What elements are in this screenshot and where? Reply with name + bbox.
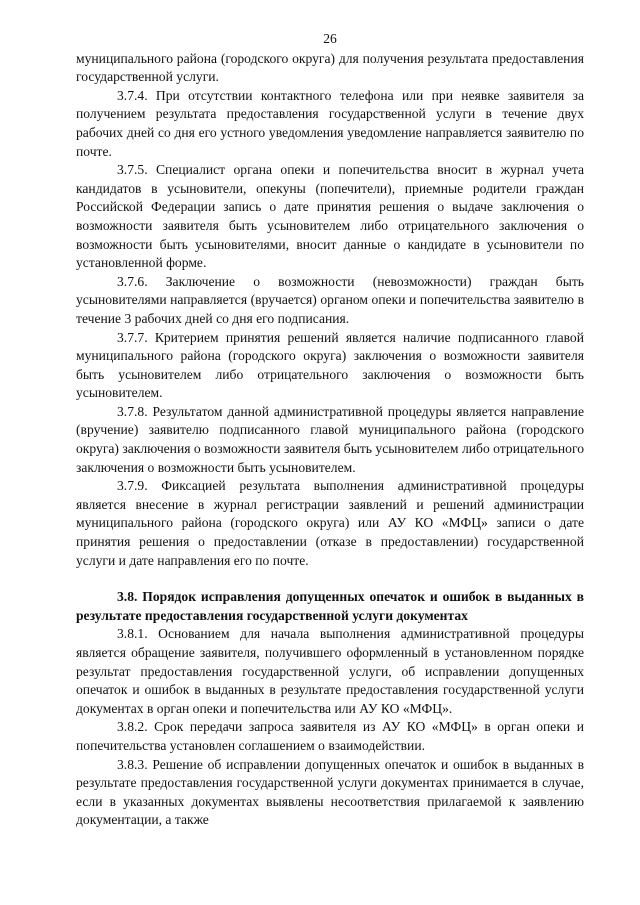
paragraph-3-8-3: 3.8.3. Решение об исправлении допущенных опечаток и ошибок в выданных в результате предоставления государственной услуги документах принимается в случае, если в указанных документах выявлены несоответствия прилагаемой к заявлению документации, а также [76,756,584,828]
paragraph-3-8-1: 3.8.1. Основанием для начала выполнения административной процедуры является обращение заявителя, получившего оформленный в установленном порядке результат предоставления государственной услуги, об исправлении допущенных опечаток и ошибок в выданных в результате предоставления государственной услуги документах в орган опеки и попечительства или АУ КО «МФЦ». [76,626,584,716]
paragraph-3-8-2: 3.8.2. Срок передачи запроса заявителя из АУ КО «МФЦ» в орган опеки и попечительства установлен соглашением о взаимодействии. [76,719,584,753]
paragraphs-after-section [76,625,584,830]
paragraphs-before-section [76,50,584,571]
paragraph-continuation: муниципального района (городского округа) для получения результата предоставления государственной услуги. [76,50,584,85]
paragraph-3-7-7: 3.7.7. Критерием принятия решений является наличие подписанного главой муниципального района (городского округа) заключения о возможности заявителя быть усыновителем либо отрицательного заключения о возможности быть усыновителем. [76,329,584,401]
paragraph-3-7-5: 3.7.5. Специалист органа опеки и попечительства вносит в журнал учета кандидатов в усыновители, опекуны (попечители), приемные родители граждан Российской Федерации запись о дате принятия решения о выдаче заключения о возможности заявителя быть усыновителем либо отрицательного заключения о возможности быть усыновителями, вносит данные о кандидате в усыновители по установленной форме. [76,162,584,271]
paragraph-3-7-9: 3.7.9. Фиксацией результата выполнения административной процедуры является внесение в журнал регистрации заявлений и решений администрации муниципального района (городского округа) или АУ КО «МФЦ» записи о дате принятия решения о предоставлении (отказе в предоставлении) государственной услуги и дате направления его по почте. [76,478,584,568]
section-title-3-8: 3.8. Порядок исправления допущенных опечаток и ошибок в выданных в результате предоставления государственной услуги документах [76,589,584,623]
paragraph-3-7-8: 3.7.8. Результатом данной административной процедуры является направление (вручение) заявителю подписанного главой муниципального района (городского округа) заключения о возможности заявителя быть усыновителем либо отрицательного заключения о возможности быть усыновителем. [76,403,584,475]
paragraph-3-7-6: 3.7.6. Заключение о возможности (невозможности) граждан быть усыновителями направляется (вручается) органом опеки и попечительства заявителю в течение 3 рабочих дней со дня его подписания. [76,273,584,326]
page-number: 26 [323,31,337,46]
paragraph-3-7-4: 3.7.4. При отсутствии контактного телефона или при неявке заявителя за получением результата предоставления государственной услуги в течение двух рабочих дней со дня его устного уведомления уведомление направляется заявителю по почте. [76,87,584,159]
document-page [76,30,584,830]
